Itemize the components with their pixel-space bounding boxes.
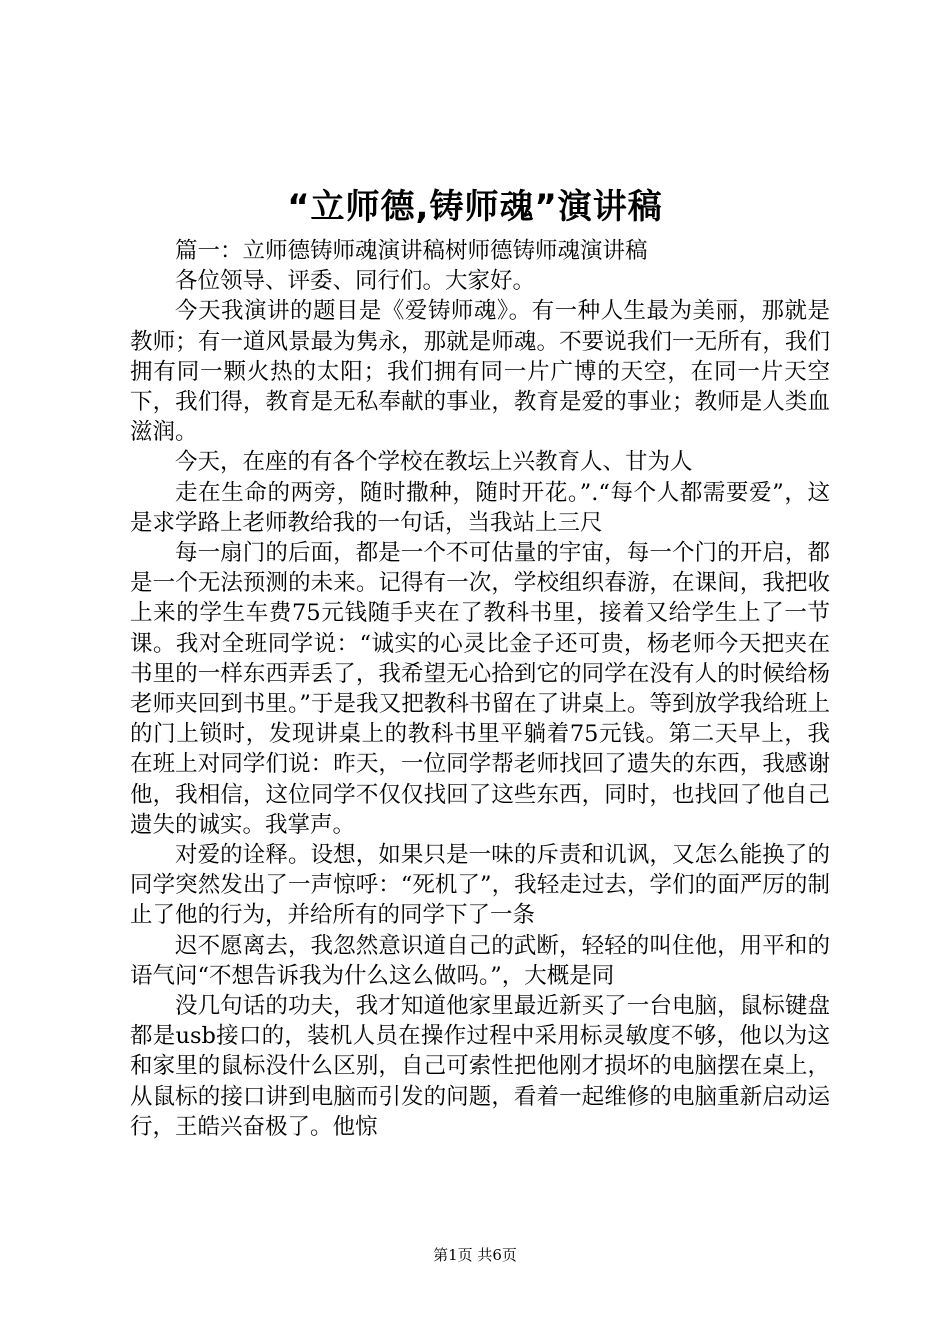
paragraph: 走在生命的两旁，随时撒种，随时开花。”.“每个人都需要爱”，这是求学路上老师教给我的一句话，当我站上三尺 [130,479,830,536]
paragraph: 今天，在座的有各个学校在教坛上兴教育人、甘为人 [175,449,693,476]
paragraph: 迟不愿离去，我忽然意识道自己的武断，轻轻的叫住他，用平和的语气问“不想告诉我为什么这么做吗。”，大概是同 [130,932,830,989]
page-number-footer: 第1页 共6页 [433,1246,517,1264]
document-title: “立师德,铸师魂”演讲稿 [287,187,663,227]
document-body [130,236,830,1142]
paragraph: 篇一：立师德铸师魂演讲稿树师德铸师魂演讲稿 [175,238,648,264]
paragraph: 对爱的诠释。设想，如果只是一味的斥责和讥讽，又怎么能换了的同学突然发出了一声惊呼：“死机了”，我轻走过去，学们的面严厉的制止了他的行为，并给所有的同学下了一条 [130,842,830,929]
paragraph: 今天我演讲的题目是《爱铸师魂》。有一种人生最为美丽，那就是教师；有一道风景最为隽永，那就是师魂。不要说我们一无所有，我们拥有同一颗火热的太阳；我们拥有同一片广博的天空，在同一片天空下，我们得，教育是无私奉献的事业，教育是爱的事业；教师是人类血滋润。 [130,298,830,446]
paragraph: 没几句话的功夫，我才知道他家里最近新买了一台电脑，鼠标键盘都是usb接口的，装机人员在操作过程中采用标灵敏度不够，他以为这和家里的鼠标没什么区别，自己可索性把他刚才损坏的电脑摆在桌上，从鼠标的接口讲到电脑而引发的问题，看着一起维修的电脑重新启动运行，王皓兴奋极了。他惊 [130,993,830,1140]
paragraph: 各位领导、评委、同行们。大家好。 [175,268,536,295]
paragraph: 每一扇门的后面，都是一个不可估量的宇宙，每一个门的开启，都是一个无法预测的未来。记得有一次，学校组织春游，在课间，我把收上来的学生车费75元钱随手夹在了教科书里，接着又给学生上了一节课。我对全班同学说：“诚实的心灵比金子还可贵，杨老师今天把夹在书里的一样东西弄丢了，我希望无心拾到它的同学在没有人的时候给杨老师夹回到书里。”于是我又把教科书留在了讲桌上。等到放学我给班上的门上锁时，发现讲桌上的教科书里平躺着75元钱。第二天早上，我在班上对同学们说：昨天，一位同学帮老师找回了遗失的东西，我感谢他，我相信，这位同学不仅仅找回了这些东西，同时，也找回了他自己遗失的诚实。我掌声。 [130,540,830,838]
